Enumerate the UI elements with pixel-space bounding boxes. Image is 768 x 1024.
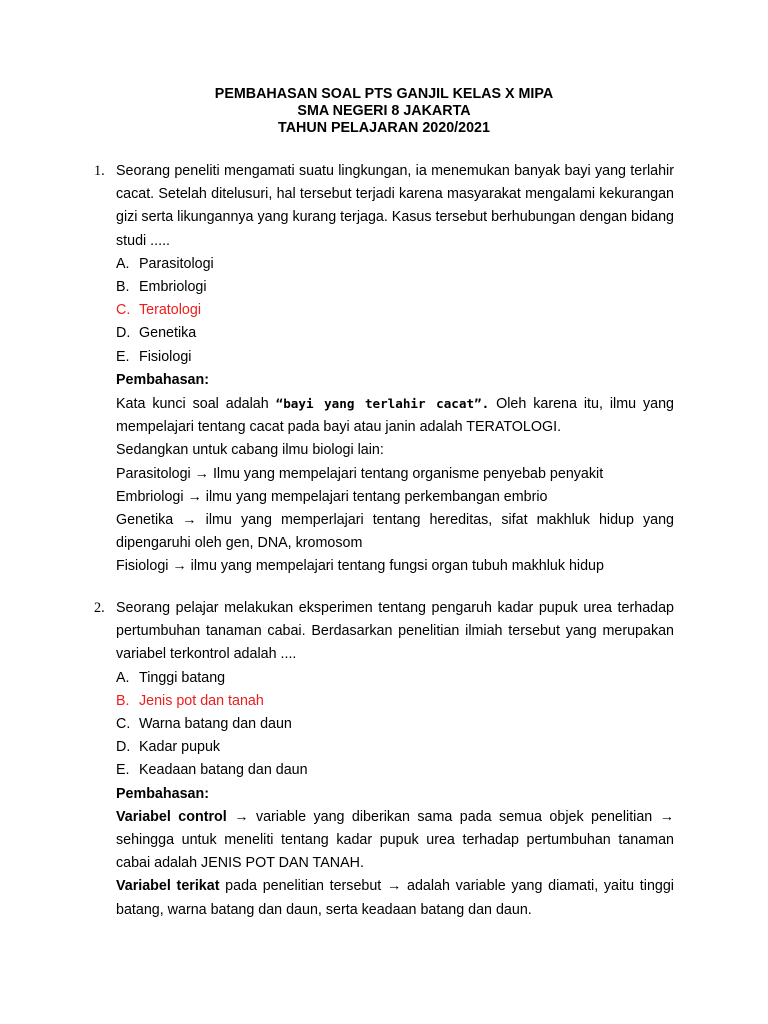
question-1-text: Seorang peneliti mengamati suatu lingkungan, ia menemukan banyak bayi yang terlahir cacat. Setelah ditelusuri, hal tersebut terjadi karena masyarakat mengalami kekurangan gizi serta likungannya yang kurang terjaga. Kasus tersebut berhubungan dengan bidang studi .....: [116, 163, 674, 249]
question-2-option-a: A. Tinggi batang: [116, 669, 226, 686]
question-1-line-parasitologi: Parasitologi → Ilmu yang mempelajari tentang organisme penyebab penyakit: [116, 465, 604, 482]
question-1-line-genetika: Genetika → ilmu yang memperlajari tentang hereditas, sifat makhluk hidup yang dipengaruhi oleh gen, DNA, kromosom: [116, 512, 674, 552]
question-2-option-d: D. Kadar pupuk: [116, 739, 221, 756]
header-school: SMA NEGERI 8 JAKARTA: [297, 103, 471, 119]
question-2-terikat-explanation: Variabel terikat pada penelitian tersebut → adalah variable yang diamati, yaitu tinggi batang, warna batang dan daun, serta keadaan batang dan daun.: [116, 878, 674, 918]
question-1-option-c-correct: C. Teratologi: [116, 302, 201, 319]
question-1-explanation: Kata kunci soal adalah “bayi yang terlahir cacat”. Oleh karena itu, ilmu yang mempelajari tentang cacat pada bayi atau janin adalah TERATOLOGI.: [116, 396, 675, 436]
question-2-terikat-label: Variabel terikat: [116, 878, 220, 895]
question-2-control-label: Variabel control: [116, 808, 227, 825]
question-1-option-b: B. Embriologi: [116, 279, 207, 296]
question-1-other-intro: Sedangkan untuk cabang ilmu biologi lain:: [116, 442, 384, 459]
document-header: [0, 86, 768, 137]
question-1-option-d: D. Genetika: [116, 325, 197, 342]
question-2-control-explanation: Variabel control → variable yang diberikan sama pada semua objek penelitian → sehingga untuk meneliti tentang kadar pupuk urea terhadap pertumbuhan tanaman cabai adalah JENIS POT DAN TANAH.: [116, 808, 675, 872]
question-1-keyword: “bayi yang terlahir cacat”.: [275, 396, 490, 412]
question-2-number: 2.: [94, 600, 105, 616]
question-1-option-a: A. Parasitologi: [116, 255, 214, 272]
question-2-pembahasan-label: Pembahasan:: [116, 785, 209, 802]
question-1-number: 1.: [94, 163, 105, 179]
question-1-pembahasan-label: Pembahasan:: [116, 371, 209, 388]
header-title: PEMBAHASAN SOAL PTS GANJIL KELAS X MIPA: [214, 86, 554, 102]
header-year: TAHUN PELAJARAN 2020/2021: [278, 120, 490, 136]
question-1-line-embriologi: Embriologi → ilmu yang mempelajari tentang perkembangan embrio: [116, 488, 548, 505]
question-2-option-c: C. Warna batang dan daun: [116, 716, 292, 733]
question-2: [116, 597, 674, 922]
question-2-text: Seorang pelajar melakukan eksperimen tentang pengaruh kadar pupuk urea terhadap pertumbuhan tanaman cabai. Berdasarkan penelitian ilmiah tersebut yang merupakan variabel terkontrol adalah ....: [116, 600, 674, 663]
question-1-line-fisiologi: Fisiologi → ilmu yang mempelajari tentang fungsi organ tubuh makhluk hidup: [116, 558, 604, 575]
question-2-option-b-correct: B. Jenis pot dan tanah: [116, 692, 264, 709]
question-1-option-e: E. Fisiologi: [116, 348, 192, 365]
question-2-option-e: E. Keadaan batang dan daun: [116, 762, 308, 779]
question-1: [116, 160, 674, 579]
